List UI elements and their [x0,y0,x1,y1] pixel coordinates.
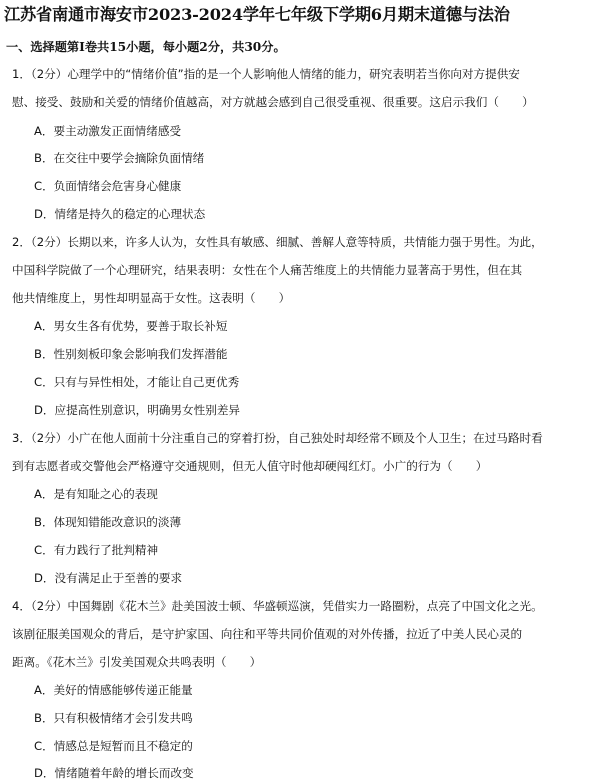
question-stem-line: 1．（2分）心理学中的“情绪价值”指的是一个人影响他人情绪的能力，研究表明若当你向对方提供安 [12,67,520,81]
option-d: D．情绪是持久的稳定的心理状态 [34,207,206,221]
option-c: C．有力践行了批判精神 [34,543,159,557]
question-stem-line: 3．（2分）小广在他人面前十分注重自己的穿着打扮，自己独处时却经常不顾及个人卫生；在过马路时看 [12,431,543,445]
option-b: B．性别刻板印象会影响我们发挥潜能 [34,347,228,361]
question-stem-line: 4．（2分）中国舞剧《花木兰》赴美国波士顿、华盛顿巡演，凭借实力一路圈粉，点亮了中国文化之光。 [12,599,543,613]
question-stem-line: 他共情维度上，男性却明显高于女性。这表明（ ） [12,291,291,305]
option-c: C．情感总是短暂而且不稳定的 [34,739,193,753]
question-stem-line: 该剧征服美国观众的背后，是守护家国、向往和平等共同价值观的对外传播，拉近了中美人民心灵的 [12,627,523,641]
question-stem-line: 到有志愿者或交警他会严格遵守交通规则，但无人值守时他却硬闯红灯。小广的行为（ ） [12,459,488,473]
option-d: D．情绪随着年龄的增长而改变 [34,766,194,780]
question-stem-line: 2．（2分）长期以来，许多人认为，女性具有敏感、细腻、善解人意等特质，共情能力强于男性。为此， [12,235,543,249]
section-heading: 一、选择题第I卷共15小题，每小题2分，共30分。 [6,40,286,54]
option-d: D．没有满足止于至善的要求 [34,571,183,585]
option-b: B．只有积极情绪才会引发共鸣 [34,711,193,725]
question-stem-line: 慰、接受、鼓励和关爱的情绪价值越高，对方就越会感到自己很受重视、很重要。这启示我们（ ） [12,95,534,109]
exam-title: 江苏省南通市海安市2023-2024学年七年级下学期6月期末道德与法治 [4,5,510,24]
option-b: B．在交往中要学会摘除负面情绪 [34,151,205,165]
option-d: D．应提高性别意识，明确男女性别差异 [34,403,241,417]
option-a: A．男女生各有优势，要善于取长补短 [34,319,228,333]
question-stem-line: 中国科学院做了一个心理研究，结果表明：女性在个人痛苦维度上的共情能力显著高于男性，但在其 [12,263,523,277]
option-a: A．美好的情感能够传递正能量 [34,683,193,697]
option-a: A．要主动激发正面情绪感受 [34,124,182,138]
option-a: A．是有知耻之心的表现 [34,487,158,501]
question-stem-line: 距离。《花木兰》引发美国观众共鸣表明（ ） [12,655,262,669]
option-b: B．体现知错能改意识的淡薄 [34,515,182,529]
option-c: C．只有与异性相处，才能让自己更优秀 [34,375,240,389]
option-c: C．负面情绪会危害身心健康 [34,179,182,193]
